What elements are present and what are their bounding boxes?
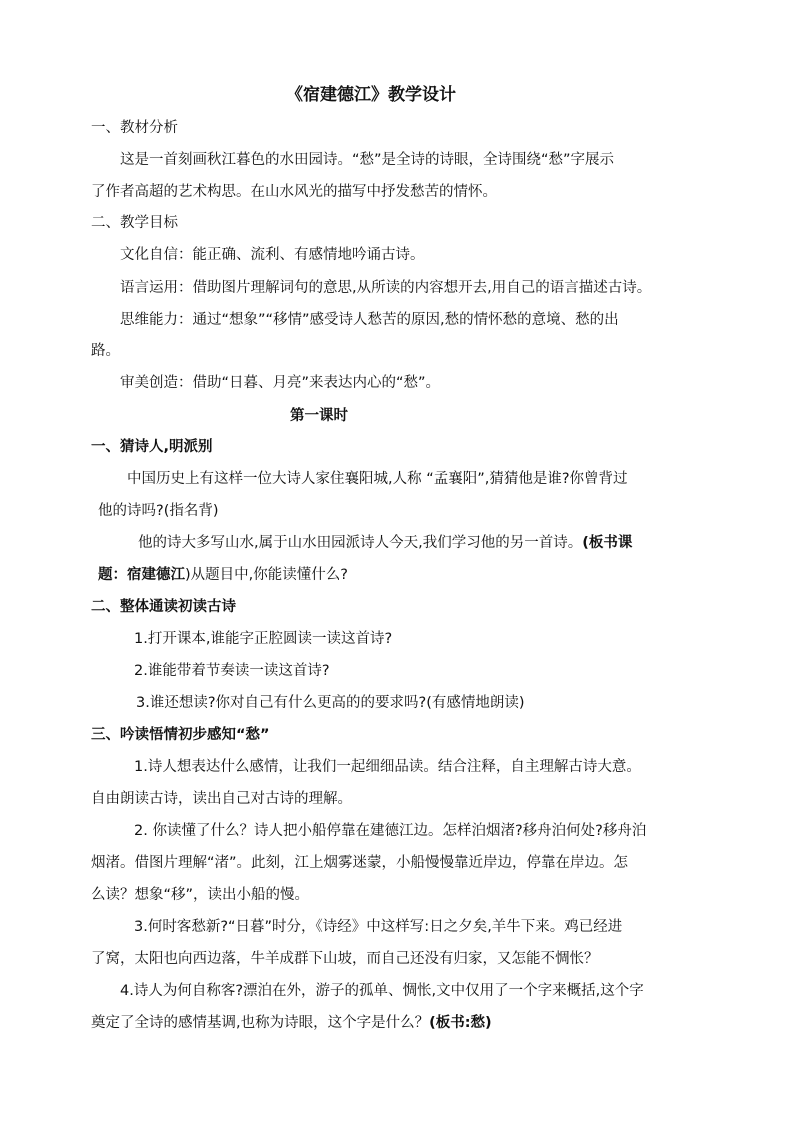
list-item: 3.谁还想读?你对自己有什么更高的的要求吗?(有感情地朗读) <box>136 695 525 711</box>
paragraph-line <box>98 565 348 585</box>
paragraph-text: )从题目中,你能读懂什么? <box>185 567 348 583</box>
paragraph-line <box>138 533 632 553</box>
paragraph-text: 奠定了全诗的感情基调,也称为诗眼，这个字是什么？ <box>91 1015 430 1031</box>
section-heading-goals: 二、教学目标 <box>91 215 178 231</box>
paragraph-line: 么读？想象“移”，读出小船的慢。 <box>91 887 310 903</box>
paragraph-line: 中国历史上有这样一位大诗人家住襄阳城,人称 “孟襄阳”,猜猜他是谁?你曾背过 <box>127 471 628 487</box>
board-note: (板书:愁) <box>429 1015 492 1031</box>
paragraph-line: 他的诗吗?(指名背) <box>98 503 219 519</box>
board-note: (板书课 <box>582 535 633 551</box>
goal-item: 思维能力：通过“想象”“移情”感受诗人愁苦的原因,愁的情怀愁的意境、愁的出 <box>120 312 619 328</box>
goal-item: 审美创造：借助“日暮、月亮”来表达内心的“愁”。 <box>120 375 441 391</box>
board-note: 题：宿建德江 <box>98 567 185 583</box>
paragraph-line: 烟渚。借图片理解“渚”。此刻，江上烟雾迷蒙，小船慢慢靠近岸边，停靠在岸边。怎 <box>91 855 629 871</box>
paragraph-line: 这是一首刻画秋江暮色的水田园诗。“愁”是全诗的诗眼，全诗围绕“愁”字展示 <box>120 152 615 168</box>
document-title: 《宿建德江》教学设计 <box>286 85 456 105</box>
paragraph-line: 了作者高超的艺术构思。在山水风光的描写中抒发愁苦的情怀。 <box>91 184 497 200</box>
part-heading: 三、吟读悟情初步感知“愁” <box>91 727 270 743</box>
part-heading: 二、整体通读初读古诗 <box>91 599 236 615</box>
paragraph-line: 4.诗人为何自称客?漂泊在外，游子的孤单、惆怅,文中仅用了一个字来概括,这个字 <box>120 983 644 999</box>
section-heading-materials: 一、教材分析 <box>91 120 178 136</box>
paragraph-line <box>91 1013 492 1033</box>
list-item: 2.谁能带着节奏读一读这首诗? <box>134 663 330 679</box>
goal-item-continued: 路。 <box>91 343 120 359</box>
paragraph-line: 了窝，太阳也向西边落，牛羊成群下山坡，而自己还没有归家，又怎能不惆怅？ <box>91 951 599 967</box>
goal-item: 语言运用：借助图片理解词句的意思,从所读的内容想开去,用自己的语言描述古诗。 <box>120 280 652 296</box>
goal-item: 文化自信：能正确、流利、有感情地吟诵古诗。 <box>120 247 425 263</box>
lesson-title: 第一课时 <box>290 408 348 424</box>
paragraph-line: 2. 你读懂了什么？诗人把小船停靠在建德江边。怎样泊烟渚?移舟泊何处?移舟泊 <box>134 823 647 839</box>
paragraph-text: 他的诗大多写山水,属于山水田园派诗人今天,我们学习他的另一首诗。 <box>138 535 583 551</box>
paragraph-line: 自由朗读古诗，读出自己对古诗的理解。 <box>91 791 352 807</box>
paragraph-line: 1.诗人想表达什么感情，让我们一起细细品读。结合注释，自主理解古诗大意。 <box>134 759 641 775</box>
paragraph-line: 3.何时客愁新?“日暮”时分，《诗经》中这样写:日之夕矣,羊牛下来。鸡已经进 <box>134 919 623 935</box>
part-heading: 一、猜诗人,明派别 <box>91 439 213 455</box>
list-item: 1.打开课本,谁能字正腔圆读一读这首诗? <box>134 631 393 647</box>
